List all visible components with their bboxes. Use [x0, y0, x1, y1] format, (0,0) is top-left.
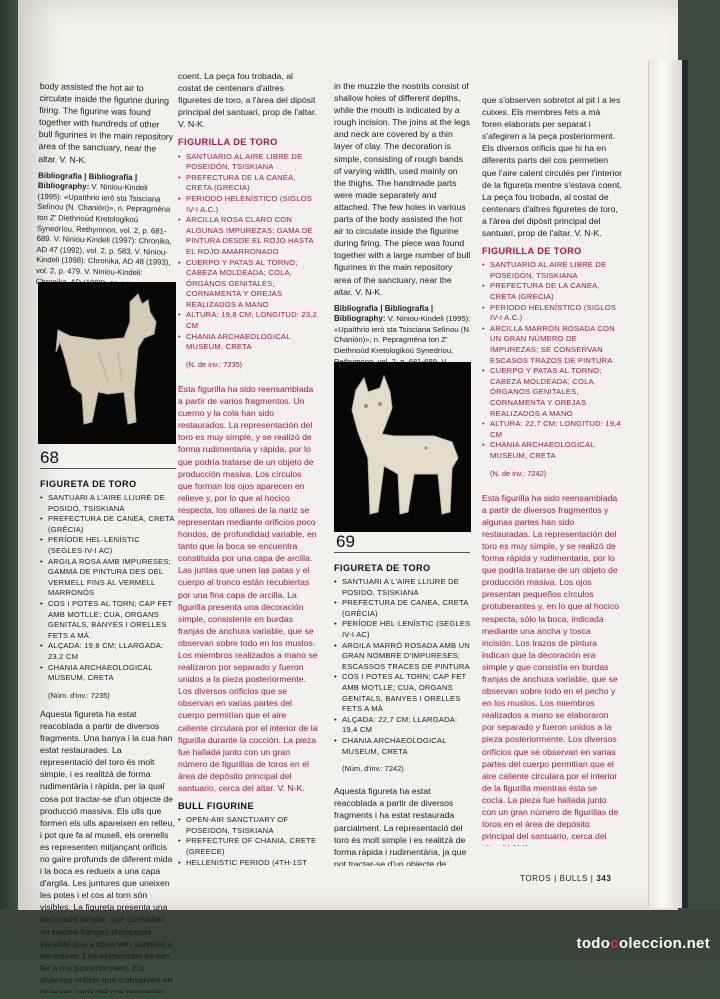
spec-item: • ALÇADA: 22,7 CM; LLARGADA: 19,4 CM	[334, 715, 474, 736]
page-number: 343	[596, 874, 611, 883]
spec-list-english	[178, 815, 318, 870]
bibliography-heading: Bibliografia | Bibliografía | Bibliography:	[334, 304, 433, 324]
body-text: Esta figurilla ha sido reensamblada a partir de varios fragmentos. Un cuerno y la cola han sido restaurados. La representación del toro es muy simple, y se realizó de forma rudimentaria y rápida, por lo que podría tratarse de un objeto de producción masiva. Los círculos que forman los ojos aparecen en relieve y, por lo que al hocico respecta, los ollares de la nariz se representan mediante orificios poco hondos, de profundidad variable, en tanto que la boca se encuentra constituida por una capa de arcilla. Las juntas que unen las patas y el cuerpo al tronco están recubiertas por una fina capa de arcilla. La figurilla presenta una decoración simple, consistente en burdas franjas de anchura variable, que se observan sobre todo en los muslos. Los miembros realizados a mano se realizaron por separado y fueron unidos a la pieza posteriormente. Los diversos orificios que se observan en varias partes del cuerpo permitían que el aire caliente circulara por el interior de la figurilla durante la cocción. La pieza fue hallada junto con un gran número de figurillas de toros en el área de depósito principal del santuario, cerca del altar. V. N-K.	[178, 383, 318, 794]
spec-list-spanish	[482, 260, 622, 461]
book-cover-edge	[682, 60, 688, 908]
spec-item: • PERIODO HELENÍSTICO (SIGLOS IV-I A.C.)	[482, 303, 622, 324]
column-3-lower	[334, 556, 474, 866]
bull-figurine-68-image	[38, 282, 176, 444]
spec-item: • SANTUARI A L'AIRE LLIURE DE POSIDÓ, TSISKIANA	[334, 577, 474, 598]
spec-item: • PERÍODE HEL·LENÍSTIC (SEGLES IV-I AC)	[334, 619, 474, 640]
spec-item: • CUERPO Y PATAS AL TORNO; CABEZA MOLDEADA; COLA, ÓRGANOS GENITALES, CORNAMENTA Y OREJAS REALIZADOS A MANO	[178, 258, 318, 311]
spec-item: • SANTUARI A L'AIRE LLIURE DE POSIDÓ, TSISKIANA	[40, 493, 176, 514]
inventory-number: (Núm. d'inv.: 7242)	[334, 763, 474, 775]
spec-item: • ALTURA: 19,8 CM; LONGITUD: 23,2 CM	[178, 310, 318, 331]
spec-item: • COS I POTES AL TORN; CAP FET AMB MOTLLE; CUA, ORGANS GENITALS, BANYES I ORELLES FETS A MÀ	[334, 672, 474, 714]
figure-number-69: 69	[336, 532, 355, 552]
page-edges	[648, 60, 683, 908]
watermark-logo: todocoleccion.net	[577, 935, 710, 952]
spec-list-catalan	[334, 577, 474, 757]
bibliography-text: V. Niniou-Kindeli (1995): «Upaíthrio ierò sta Tsisciana Selìnou (N. Chaniòn)», n. Pepragména ton Z' Diethnoúd Kretologikoú Synedríou, Rethymnon, vol. 2, p. 681-689. V. Niniou-Kindeli (1997): Chronika, AD 47 (1992), vol. 2, p. 583. V. Niniou-Kindeli (1998): Chronika, AD 48 (1993), vol. 2, p. 479. V. Niniou-Kindeli:	[36, 182, 172, 288]
spec-item: • SANTUARIO AL AIRE LIBRE DE POSEIDÓN, TSISKIANA	[178, 152, 318, 173]
bibliography	[36, 171, 173, 290]
entry-title-english: BULL FIGURINE	[178, 800, 318, 812]
spec-item: • CHANIA ARCHAEOLOGICAL MUSEUM, CRETA	[178, 332, 318, 353]
spec-item: • PREFECTURA DE LA CANEA, CRETA (GRECIA)	[482, 281, 622, 302]
figurine-68-photo	[38, 282, 176, 444]
spec-item: • PREFECTURE OF CHANIA, CRETE (GREECE)	[178, 836, 318, 857]
spec-item: • SANTUARIO AL AIRE LIBRE DE POSEIDÓN, TSISKIANA	[482, 260, 622, 281]
column-4	[482, 94, 622, 846]
spec-list-spanish	[178, 152, 318, 353]
spec-item: • ARCILLA MARRÓN ROSADA CON UN GRAN NÚMERO DE IMPUREZAS; SE CONSERVAN ESCASOS TRAZOS DE PINTURA	[482, 324, 622, 366]
spec-item: • PREFECTURA DE CANEA, CRETA (GRÈCIA)	[334, 598, 474, 619]
intro-text: coent. La peça fou trobada, al costat de centenars d'altres figuretes de toro, a l'àrea del dipòsit principal del santuari, prop de l'altar. V. N-K.	[178, 70, 318, 130]
column-2	[178, 70, 318, 870]
spec-item: • ALTURA: 22,7 CM; LONGITUD: 19,4 CM	[482, 419, 622, 440]
spec-item: • PERÍODE HEL·LENÍSTIC (SEGLES IV-I AC)	[40, 535, 176, 556]
intro-text: in the muzzle the nostrils consist of shallow holes of different depths, while the mouth is indicated by a rough incision. The joins at the legs and neck are covered by a thin layer of clay. The decoration is simple, consisting of rough bands of varying width, used mainly on the thighs. The handmade parts were made separately and attached. The few holes in various parts of the body assisted the hot air to circulate inside the figurine during firing. The piece was found together with a large number of bull figurines in the main repository area of the sanctuary, near the altar. V. N-K.	[334, 80, 472, 298]
figurine-69-photo	[334, 362, 471, 532]
running-section: TOROS | BULLS |	[520, 874, 593, 883]
spec-item: • CHANIA ARCHAEOLOGICAL MUSEUM, CRETA	[482, 440, 622, 461]
spec-list-catalan	[40, 493, 176, 684]
column-1-lower	[40, 472, 176, 999]
spec-item: • ARGILA ROSA AMB IMPURESES; GAMMA DE PINTURA DES DEL VERMELL FINS AL VERMELL MARRONÓS	[40, 557, 176, 599]
bibliography-text: V. Niniou-Kindeli (1995): «Upaíthrio ierò sta Tsisciana Selìnou (N. Chaniòn)», n. Pepragména ton Z' Diethnoúd Kretologikoú Synedríou,	[334, 314, 471, 418]
intro-text: que s'observen sobretot al pit i a les cuixes. Els membres fets a mà foren elaborats per separat i s'afegiren a la peça posteriorment. Els diversos orificis que hi ha en diferents parts del cos permetien que l'aire calent circulés per l'interior de la figureta mentre s'estava coent. La peça fou trobada, al costat de centenars d'altres figuretes de toro, a l'àrea del dipòsit principal del santuari, prop de l'altar. V. N-K.	[482, 94, 622, 239]
body-text: Aquesta figureta ha estat reacoblada a partir de diversos fragments. Una banya i la cua han estat restaurades. La representació del toro és molt simple, i es realitzà de forma rudimentària i ràpida, per la qual cosa pot tractar-se d'un objecte de producció massiva. Els ulls que formen els ulls apareixen en relleu, i pot que fa al musell, els orenells es representen mitjançant orificis no gaire profunds de diferent mida i la boca es redueix a una capa d'argila. Les juntures que uneixen les potes i el cos al torn són visibles. La figureta presenta una decoració simple, que consisteix en bastes franges d'amplada variable que s'observen sobretot a les cuixes. Les extremitats es van fer a mà posteriorment. Els diversos orificis que s'observen en diverses parts del cos permetien	[40, 708, 176, 993]
spec-item: • PERIODO HELENÍSTICO (SIGLOS IV-I A.C.)	[178, 194, 318, 215]
spec-item: • CHANIA ARCHAEOLOGICAL MUSEUM, CRETA	[40, 663, 176, 684]
spec-item: • HELLENISTIC PERIOD (4TH-1ST	[178, 858, 318, 870]
spec-item: • PREFECTURA DE LA CANEA, CRETA (GRECIA)	[178, 173, 318, 194]
inventory-number: (Núm. d'inv.: 7235)	[40, 690, 176, 702]
spec-item: • PREFECTURA DE CANEA, CRETA (GRÈCIA)	[40, 514, 176, 535]
spec-item: • CHANIA ARCHAEOLOGICAL MUSEUM, CRETA	[334, 736, 474, 757]
column-1	[36, 80, 175, 290]
entry-title-catalan: FIGURETA DE TORO	[334, 562, 474, 574]
spec-item: • CUERPO Y PATAS AL TORNO; CABEZA MOLDEADA; COLA, ÓRGANOS GENITALES, CORNAMENTA Y OREJAS REALIZADOS A MANO	[482, 366, 622, 419]
inventory-number: (N. de inv.: 7242)	[482, 468, 622, 480]
body-text: Esta figurilla ha sido reensamblada a partir de diversos fragmentos y algunas partes han sido restauradas. La representación del toro es muy simple, y se realizó de forma rápida y rudimentaria, por lo que podría tratarse de un objeto de producción masiva. Los ojos presentan pequeños círculos protuberantes y, en lo que al hocico respecta, sólo la boca, indicada mediante una ancha y tosca incisión. Los trazos de pintura indican que la decoración era simple y que consistía en burdas franjas de anchura variable, que se observan sobre todo en el pecho y en los muslos. Los miembros realizados a mano se elaboraron por separado y fueron unidos a la pieza posteriormente. Los diversos orificios que se observan en varias partes del cuerpo permitían que el aire caliente circulara por el interior de la figurilla mientras ésta se cocía. La pieza fue hallada junto con un gran número de figurillas de toros en el área de depósito principal del santuario, cerca del	[482, 492, 622, 846]
intro-text: body assisted the hot air to circulate inside the figurine during firing. The figurine was found together with hundreds of other bull figurines in the main repository area of the sanctuary, near the altar. V. N-K.	[38, 80, 175, 167]
spec-item: • OPEN-AIR SANCTUARY OF POSEIDON, TSISKIANA	[178, 815, 318, 836]
bull-figurine-69-image	[334, 362, 471, 532]
divider-69	[334, 552, 470, 553]
entry-title-spanish: FIGURILLA DE TORO	[178, 136, 318, 148]
inventory-number: (N. de inv.: 7235)	[178, 359, 318, 371]
body-text: Aquesta figureta ha estat reacoblada a partir de diversos fragments i ha estat restaurada parcialment. La representació del toro és molt simple i es realitzà de forma ràpida i rudimentària, ja que pot tractar-se d'un objecte de	[334, 785, 474, 866]
entry-title-spanish: FIGURILLA DE TORO	[482, 245, 622, 257]
spec-item: • COS I POTES AL TORN; CAP FET AMB MOTLLE; CUA, ORGANS GENITALS, BANYES I ORELLES FETS A MÀ	[40, 599, 176, 641]
spec-item: • ALÇADA: 19,8 CM; LLARGADA: 23,2 CM	[40, 641, 176, 662]
bibliography-heading: Bibliografia | Bibliografía | Bibliography:	[38, 171, 138, 192]
entry-title-catalan: FIGURETA DE TORO	[40, 478, 176, 490]
page-footer	[520, 874, 611, 883]
divider-68	[40, 468, 176, 469]
figure-number-68: 68	[40, 448, 59, 468]
spec-item: • ARCILLA ROSA CLARO CON ALGUNAS IMPUREZAS; GAMA DE PINTURA DESDE EL ROJO HASTA EL ROJO AMARRONADO	[178, 215, 318, 257]
spec-item: • ARGILA MARRÓ ROSADA AMB UN GRAN NOMBRE D'IMPURESES; ESCASSOS TRACES DE PINTURA	[334, 641, 474, 673]
